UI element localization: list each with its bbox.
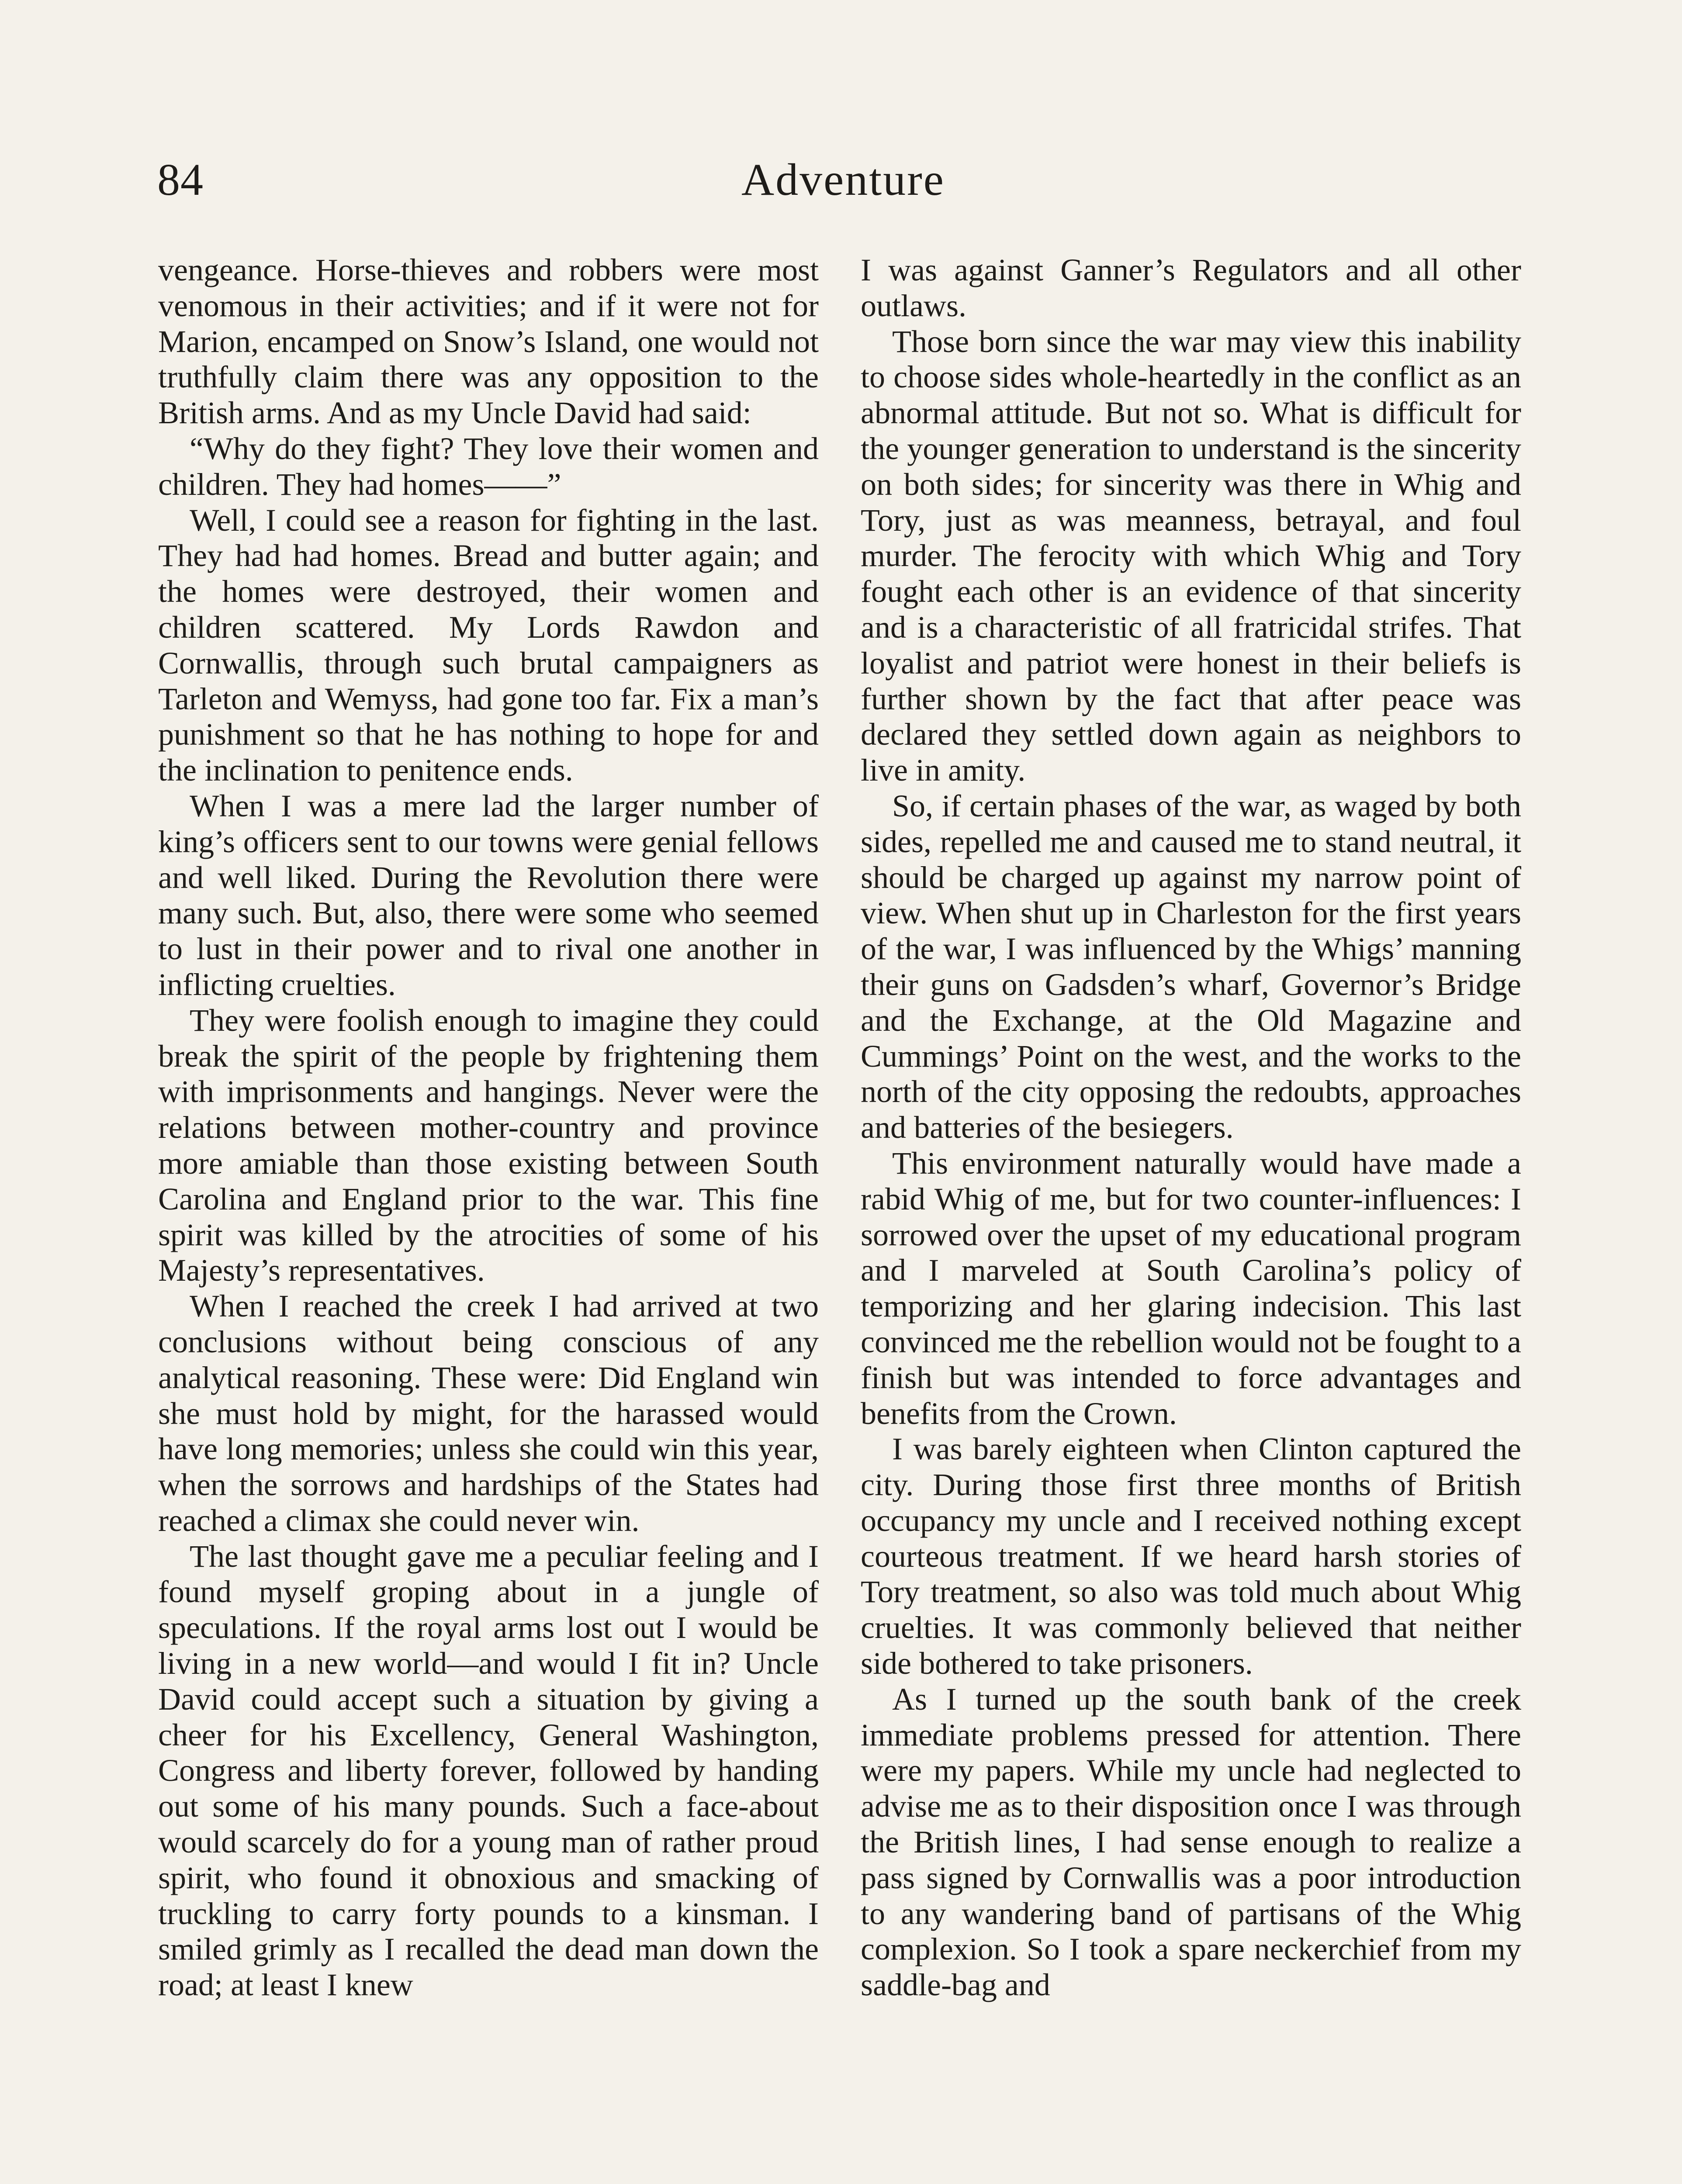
paragraph: They were foolish enough to imagine they could break the spirit of the people by frightening them with imprisonments and hangings. Never were the relations between mother-country and province more amiable than those existing between South Carolina and England prior to the war. This fine spirit was killed by the atrocities of some of his Majesty’s representatives. — [158, 1002, 819, 1288]
paragraph: “Why do they fight? They love their women and children. They had homes——” — [158, 431, 819, 502]
right-column — [861, 252, 1521, 2003]
paragraph: So, if certain phases of the war, as waged by both sides, repelled me and caused me to stand neutral, it should be charged up against my narrow point of view. When shut up in Charleston for the first years of the war, I was influenced by the Whigs’ manning their guns on Gadsden’s wharf, Governor’s Bridge and the Exchange, at the Old Magazine and Cummings’ Point on the west, and the works to the north of the city opposing the redoubts, approaches and batteries of the besiegers. — [861, 788, 1521, 1145]
paragraph: When I was a mere lad the larger number of king’s officers sent to our towns were genial fellows and well liked. During the Revolution there were many such. But, also, there were some who seemed to lust in their power and to rival one another in inflicting cruelties. — [158, 788, 819, 1002]
paragraph: Those born since the war may view this inability to choose sides whole-heartedly in the conflict as an abnormal attitude. But not so. What is difficult for the younger generation to understand is the sincerity on both sides; for sincerity was there in Whig and Tory, just as was meanness, betrayal, and foul murder. The ferocity with which Whig and Tory fought each other is an evidence of that sincerity and is a characteristic of all fratricidal strifes. That loyalist and patriot were honest in their beliefs is further shown by the fact that after peace was declared they settled down again as neighbors to live in amity. — [861, 324, 1521, 788]
running-title: Adventure — [741, 155, 945, 205]
page-number: 84 — [157, 155, 204, 205]
paragraph: vengeance. Horse-thieves and robbers were most venomous in their activities; and if it were not for Marion, encamped on Snow’s Island, one would not truthfully claim there was any opposition to the British arms. And as my Uncle David had said: — [158, 252, 819, 431]
paragraph: I was barely eighteen when Clinton captured the city. During those first three months of British occupancy my uncle and I received nothing except courteous treatment. If we heard harsh stories of Tory treatment, so also was told much about Whig cruelties. It was commonly believed that neither side bothered to take prisoners. — [861, 1431, 1521, 1681]
paragraph: As I turned up the south bank of the creek immediate problems pressed for attention. There were my papers. While my uncle had neglected to advise me as to their disposition once I was through the British lines, I had sense enough to realize a pass signed by Cornwallis was a poor introduction to any wandering band of partisans of the Whig complexion. So I took a spare neckerchief from my saddle-bag and — [861, 1681, 1521, 2003]
paragraph: I was against Ganner’s Regulators and all other outlaws. — [861, 252, 1521, 323]
paragraph: When I reached the creek I had arrived at two conclusions without being conscious of any analytical reasoning. These were: Did England win she must hold by might, for the harassed would have long memories; unless she could win this year, when the sorrows and hardships of the States had reached a climax she could never win. — [158, 1289, 819, 1538]
paragraph: The last thought gave me a peculiar feeling and I found myself groping about in a jungle of speculations. If the royal arms lost out I would be living in a new world—and would I fit in? Uncle David could accept such a situation by giving a cheer for his Excellency, General Washington, Congress and liberty forever, followed by handing out some of his many pounds. Such a face-about would scarcely do for a young man of rather proud spirit, who found it obnoxious and smacking of truckling to carry forty pounds to a kinsman. I smiled grimly as I recalled the dead man down the road; at least I knew — [158, 1538, 819, 2003]
paragraph: Well, I could see a reason for fighting in the last. They had had homes. Bread and butter again; and the homes were destroyed, their women and children scattered. My Lords Rawdon and Cornwallis, through such brutal campaigners as Tarleton and Wemyss, had gone too far. Fix a man’s punishment so that he has nothing to hope for and the inclination to penitence ends. — [158, 502, 819, 788]
left-column — [158, 252, 819, 2003]
paragraph: This environment naturally would have made a rabid Whig of me, but for two counter-influences: I sorrowed over the upset of my educational program and I marveled at South Carolina’s policy of temporizing and her glaring indecision. This last convinced me the rebellion would not be fought to a finish but was intended to force advantages and benefits from the Crown. — [861, 1145, 1521, 1431]
